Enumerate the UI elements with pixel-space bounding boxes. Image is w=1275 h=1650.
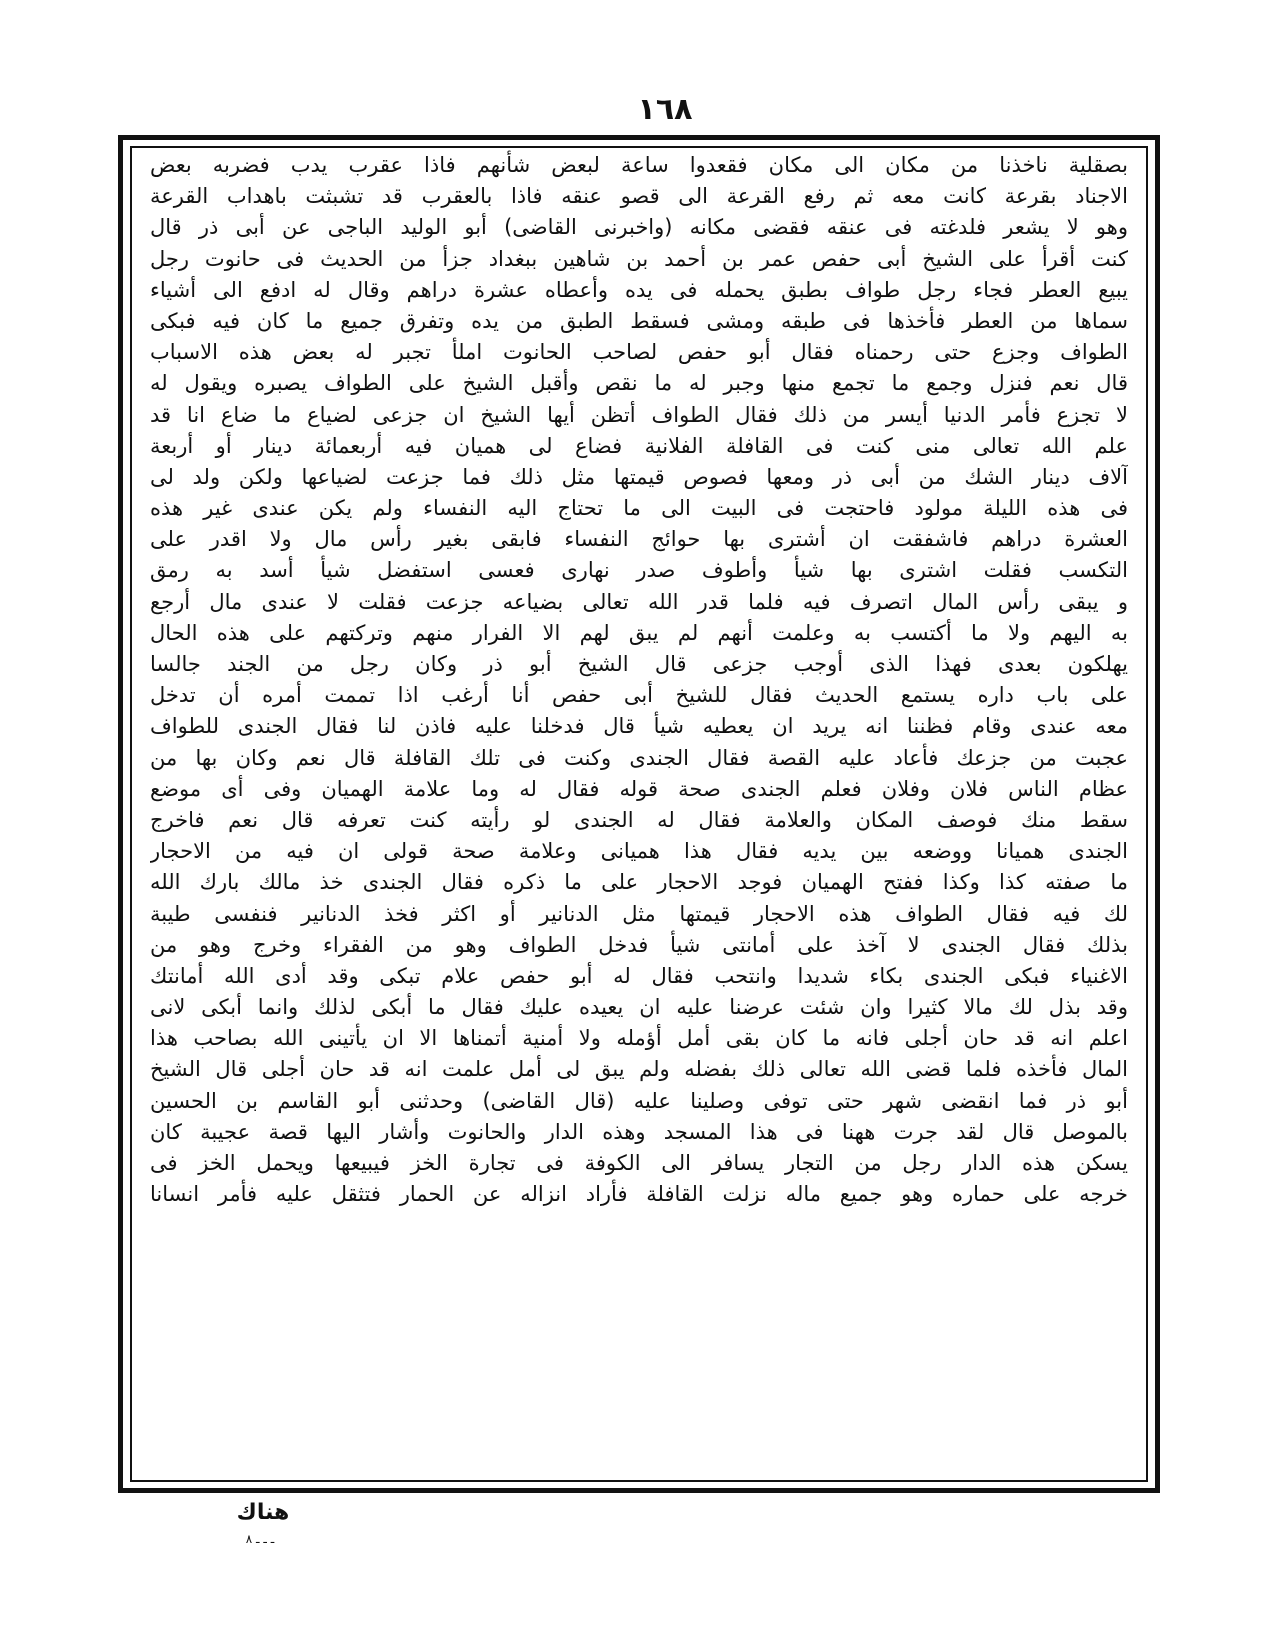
text-line: الاغنياء فبكى الجندى بكاء شديدا وانتحب فقال له أبو حفص علام تبكى وقد أدى الله أمانتك	[150, 963, 1128, 988]
text-line: يبيع العطر فجاء رجل طواف بطبق يحمله فى يده وأعطاه عشرة دراهم وقال له ادفع الى أشياء	[150, 277, 1128, 302]
text-line: اعلم انه قد حان أجلى فانه ما كان بقى أمل أؤمله ولا أمنية أتمناها الا ان يأتينى الله بصاحب هذا	[150, 1026, 1128, 1051]
text-line: التكسب فقلت اشترى بها شيأ وأطوف صدر نهارى فعسى استفضل شيأ أسد به رمق	[150, 558, 1128, 583]
text-line: على باب داره يستمع الحديث فقال للشيخ أبى حفص أنا أرغب اذا تممت أمره أن تدخل	[150, 683, 1128, 708]
text-line: عجبت من جزعك فأعاد عليه القصة فقال الجندى وكنت فى تلك القافلة قال نعم وكان بها من	[150, 745, 1128, 770]
text-line: الجندى هميانا ووضعه بين يديه فقال هذا هميانى وعلامة صحة قولى ان فيه من الاحجار	[150, 839, 1128, 864]
text-line: لا تجزع فأمر الدنيا أيسر من ذلك فقال الطواف أتظن أيها الشيخ ان جزعى لضياع ما ضاع انا قد	[150, 402, 1128, 427]
body-text	[150, 150, 1128, 1475]
text-line: سقط منك فوصف المكان والعلامة فقال له الجندى لو رأيته كنت تعرفه قال نعم فاخرج	[150, 807, 1128, 832]
text-line: كنت أقرأ على الشيخ أبى حفص عمر بن أحمد بن شاهين ببغداد جزأ من الحديث فى حانوت رجل	[150, 246, 1128, 271]
text-line: وقد بذل لك مالا كثيرا وان شئت عرضنا عليه ان يعيده عليك فقال ما أبكى لذلك وانما أبكى لانى	[150, 995, 1128, 1020]
catchword-mark: ـ ـ ـ ٨	[245, 1532, 275, 1546]
text-line: يهلكون بعدى فهذا الذى أوجب جزعى قال الشيخ أبو ذر وكان رجل من الجند جالسا	[150, 652, 1128, 676]
text-line: بالموصل قال لقد جرت ههنا فى هذا المسجد وهذه الدار والحانوت وأشار اليها قصة عجيبة كان	[150, 1119, 1128, 1144]
text-line: العشرة دراهم فاشفقت ان أشترى بها حوائج النفساء فابقى بغير رأس مال ولا اقدر على	[150, 527, 1128, 552]
text-line: علم الله تعالى منى كنت فى القافلة الفلانية فضاع لى هميان فيه أربعمائة دينار أو أربعة	[150, 433, 1128, 458]
text-line: عظام الناس فلان وفلان فعلم الجندى صحة قوله فقال له وما علامة الهميان وفى أى موضع	[150, 776, 1128, 801]
page-number: ١٦٨	[637, 92, 693, 127]
text-line: خرجه على حماره وهو جميع ماله نزلت القافلة فأراد انزاله عن الحمار فتثقل عليه فأمر انسانا	[150, 1182, 1128, 1207]
catchword: هناك	[236, 1500, 290, 1525]
text-line: لك فيه فقال الطواف هذه الاحجار قيمتها مثل الدنانير أو اكثر فخذ الدنانير فنفسى طيبة	[150, 901, 1128, 926]
text-line: سماها من العطر فأخذها فى طبقه ومشى فسقط الطبق من يده وتفرق جميع ما كان فيه فبكى	[150, 308, 1128, 333]
text-line: وهو لا يشعر فلدغته فى عنقه فقضى مكانه (واخبرنى القاضى) أبو الوليد الباجى عن أبى ذر قال	[150, 215, 1128, 240]
text-line: أبو ذر فما انقضى شهر حتى توفى وصلينا عليه (قال القاضى) وحدثنى أبو القاسم بن الحسين	[150, 1088, 1128, 1113]
text-line: الاجناد بقرعة كانت معه ثم رفع القرعة الى قصو عنقه فاذا بالعقرب قد تشبثت باهداب القرعة	[150, 184, 1128, 209]
text-line: ما صفته كذا وكذا ففتح الهميان فوجد الاحجار على ما ذكره فقال الجندى خذ مالك بارك الله	[150, 870, 1128, 895]
text-line: الطواف وجزع حتى رحمناه فقال أبو حفص لصاحب الحانوت املأ تجبر له بعض هذه الاسباب	[150, 340, 1128, 365]
text-line: بذلك فقال الجندى لا آخذ على أمانتى شيأ فدخل الطواف وهو من الفقراء وخرج وهو من	[150, 932, 1128, 957]
text-line: و يبقى رأس المال اتصرف فيه فلما قدر الله تعالى بضياعه جزعت فقلت لا عندى مال أرجع	[150, 589, 1128, 614]
text-line: يسكن هذه الدار رجل من التجار يسافر الى الكوفة فى تجارة الخز فيبيعها ويحمل الخز فى	[150, 1151, 1128, 1175]
text-line: بصقلية ناخذنا من مكان الى مكان فقعدوا ساعة لبعض شأنهم فاذا عقرب يدب فضربه بعض	[150, 153, 1128, 177]
text-line: قال نعم فنزل وجمع ما تجمع منها وجبر له ما نقص وأقبل الشيخ على الطواف يصبره ويقول له	[150, 371, 1128, 396]
text-line: فى هذه الليلة مولود فاحتجت فى البيت الى ما تحتاج اليه النفساء ولم يكن عندى غير هذه	[150, 496, 1128, 521]
text-line: آلاف دينار الشك من أبى ذر ومعها فصوص قيمتها مثل ذلك فما جزعت لضياعها ولكن ولد لى	[150, 464, 1128, 489]
text-line: معه عندى وقام فظننا انه يريد ان يعطيه شيأ قال فدخلنا عليه فاذن لنا فقال الجندى للطواف	[150, 714, 1128, 739]
text-line: المال فأخذه فلما قضى الله تعالى ذلك بفضله ولم يبق لى أمل علمت انه قد حان أجلى قال الشيخ	[150, 1057, 1128, 1082]
text-line: به اليهم ولا ما أكتسب به وعلمت أنهم لم يبق لهم الا الفرار منهم وتركتهم على هذه الحال	[150, 620, 1128, 645]
